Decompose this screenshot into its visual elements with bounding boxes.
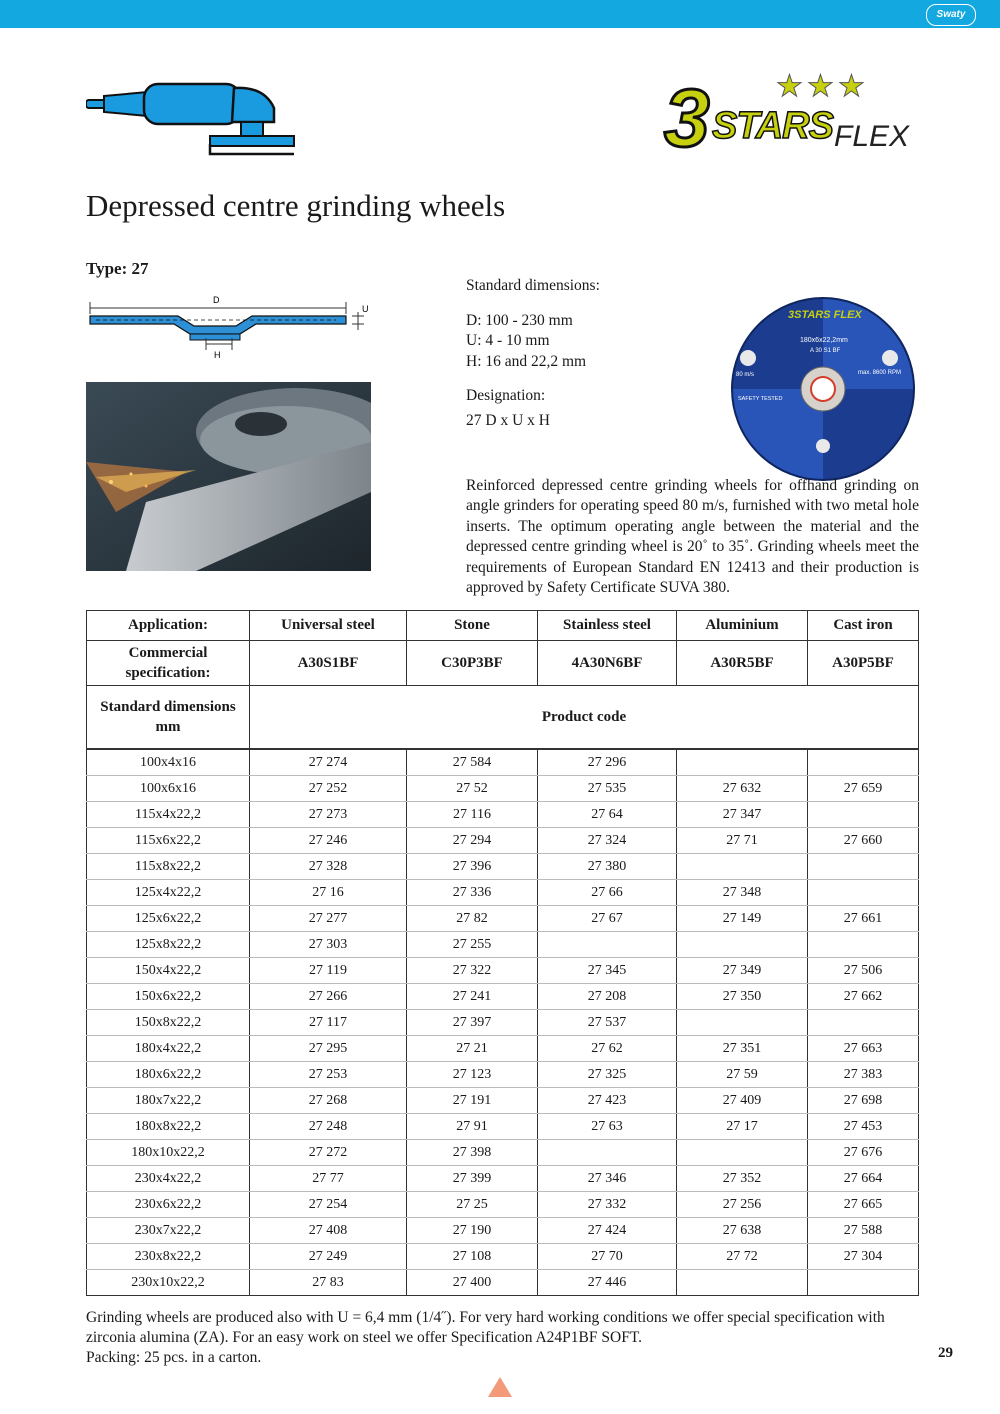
product-code-cell: 27 82 (407, 906, 538, 932)
footer-note-1: Grinding wheels are produced also with U = 6,4 mm (1/4˝). For very hard working conditions we offer special specification with zirconia alumina (ZA). For an easy work on steel we offer Specification A24P1BF SOFT. (86, 1309, 885, 1346)
product-code-cell: 27 59 (677, 1062, 808, 1088)
table-row (87, 1036, 919, 1062)
product-code-cell: 27 424 (538, 1218, 677, 1244)
page-title: Depressed centre grinding wheels (86, 188, 506, 223)
table-row (87, 1062, 919, 1088)
application-stone: Stone (407, 611, 538, 641)
dimension-cell: 180x6x22,2 (87, 1062, 250, 1088)
table-row (87, 854, 919, 880)
dimension-cell: 115x6x22,2 (87, 828, 250, 854)
dimension-cell: 125x8x22,2 (87, 932, 250, 958)
product-code-cell: 27 662 (808, 984, 919, 1010)
product-code-cell: 27 249 (250, 1244, 407, 1270)
product-code-cell: 27 664 (808, 1166, 919, 1192)
product-code-cell: 27 274 (250, 749, 407, 776)
dims-d: D: 100 - 230 mm (466, 311, 573, 329)
star-icon: ★ (838, 70, 865, 103)
spec-stone: C30P3BF (407, 641, 538, 686)
designation-heading: Designation: (466, 387, 546, 404)
product-code-cell: 27 304 (808, 1244, 919, 1270)
logo-flex: FLEX (834, 120, 910, 153)
dimension-cell: 150x8x22,2 (87, 1010, 250, 1036)
table-row (87, 1114, 919, 1140)
product-code-cell: 27 663 (808, 1036, 919, 1062)
product-code-cell: 27 397 (407, 1010, 538, 1036)
product-code-cell: 27 383 (808, 1062, 919, 1088)
product-code-cell (808, 880, 919, 906)
star-icon: ★ (807, 70, 834, 103)
product-code-cell (677, 1270, 808, 1296)
product-code-cell (677, 749, 808, 776)
product-code-cell (808, 932, 919, 958)
product-code-cell: 27 71 (677, 828, 808, 854)
spec-cast-iron: A30P5BF (808, 641, 919, 686)
product-code-cell: 27 348 (677, 880, 808, 906)
product-code-cell: 27 676 (808, 1140, 919, 1166)
spec-universal-steel: A30S1BF (250, 641, 407, 686)
product-code-cell: 27 328 (250, 854, 407, 880)
product-code-table (86, 610, 919, 1296)
product-code-cell: 27 295 (250, 1036, 407, 1062)
page-number: 29 (938, 1345, 953, 1361)
product-code-cell: 27 409 (677, 1088, 808, 1114)
product-code-cell: 27 91 (407, 1114, 538, 1140)
product-code-cell: 27 277 (250, 906, 407, 932)
disc-logo: 3STARS FLEX (788, 309, 862, 321)
table-row (87, 1270, 919, 1296)
product-code-cell: 27 67 (538, 906, 677, 932)
dimension-cell: 230x8x22,2 (87, 1244, 250, 1270)
dimension-cell: 230x4x22,2 (87, 1166, 250, 1192)
triangle-up-icon[interactable] (487, 1376, 513, 1398)
product-code-cell (808, 802, 919, 828)
type-label: Type: 27 (86, 259, 149, 278)
product-code-cell: 27 256 (677, 1192, 808, 1218)
product-code-cell: 27 324 (538, 828, 677, 854)
product-code-cell: 27 191 (407, 1088, 538, 1114)
table-row (87, 828, 919, 854)
table-row (87, 958, 919, 984)
product-code-cell: 27 119 (250, 958, 407, 984)
disc-size: 180x6x22,2mm (800, 337, 848, 344)
product-code-cell: 27 252 (250, 776, 407, 802)
product-code-cell: 27 588 (808, 1218, 919, 1244)
product-code-cell: 27 349 (677, 958, 808, 984)
product-code-cell: 27 83 (250, 1270, 407, 1296)
product-code-cell: 27 72 (677, 1244, 808, 1270)
product-code-cell: 27 70 (538, 1244, 677, 1270)
product-code-cell: 27 399 (407, 1166, 538, 1192)
product-code-cell: 27 396 (407, 854, 538, 880)
dimension-cell: 230x10x22,2 (87, 1270, 250, 1296)
product-code-cell (677, 1140, 808, 1166)
grinding-photo (86, 382, 371, 571)
product-code-cell: 27 294 (407, 828, 538, 854)
product-code-cell: 27 123 (407, 1062, 538, 1088)
dimension-cell: 115x4x22,2 (87, 802, 250, 828)
product-code-cell: 27 336 (407, 880, 538, 906)
dimension-cell: 180x8x22,2 (87, 1114, 250, 1140)
dimension-cell: 150x6x22,2 (87, 984, 250, 1010)
footer-note-2: Packing: 25 pcs. in a carton. (86, 1349, 262, 1366)
table-row (87, 776, 919, 802)
product-code-cell: 27 400 (407, 1270, 538, 1296)
brand-logo: Swaty (926, 4, 976, 26)
dims-header-row (87, 686, 919, 750)
product-code-cell: 27 272 (250, 1140, 407, 1166)
product-code-cell: 27 149 (677, 906, 808, 932)
disc-code: A 30 S1 BF (810, 348, 841, 354)
product-code-cell: 27 246 (250, 828, 407, 854)
product-code-cell: 27 322 (407, 958, 538, 984)
product-code-cell: 27 273 (250, 802, 407, 828)
product-code-cell: 27 351 (677, 1036, 808, 1062)
product-code-cell (677, 1010, 808, 1036)
product-code-cell: 27 665 (808, 1192, 919, 1218)
product-code-cell: 27 659 (808, 776, 919, 802)
table-row (87, 932, 919, 958)
product-code-cell (808, 1010, 919, 1036)
product-code-cell: 27 638 (677, 1218, 808, 1244)
product-code-cell: 27 352 (677, 1166, 808, 1192)
product-code-cell: 27 698 (808, 1088, 919, 1114)
product-code-cell: 27 661 (808, 906, 919, 932)
product-code-cell (538, 932, 677, 958)
spec-label: Commercial specification: (87, 641, 250, 686)
application-cast-iron: Cast iron (808, 611, 919, 641)
product-code-cell: 27 266 (250, 984, 407, 1010)
product-code-cell: 27 17 (677, 1114, 808, 1140)
application-row (87, 611, 919, 641)
spec-stainless-steel: 4A30N6BF (538, 641, 677, 686)
dimension-cell: 115x8x22,2 (87, 854, 250, 880)
dims-h: H: 16 and 22,2 mm (466, 352, 587, 370)
table-row (87, 1192, 919, 1218)
specification-row (87, 641, 919, 686)
dimension-cell: 230x7x22,2 (87, 1218, 250, 1244)
table-row (87, 906, 919, 932)
disc-safety: SAFETY TESTED (738, 396, 783, 402)
logo-stars-word: STARS (712, 105, 833, 147)
product-code-cell: 27 241 (407, 984, 538, 1010)
top-bar (0, 0, 1000, 28)
angle-grinder-icon (86, 78, 301, 158)
application-universal-steel: Universal steel (250, 611, 407, 641)
logo-three: 3 (664, 73, 710, 164)
product-code-cell: 27 446 (538, 1270, 677, 1296)
product-code-cell: 27 398 (407, 1140, 538, 1166)
product-code-cell: 27 584 (407, 749, 538, 776)
product-code-cell: 27 325 (538, 1062, 677, 1088)
product-code-cell: 27 347 (677, 802, 808, 828)
product-code-cell: 27 453 (808, 1114, 919, 1140)
profile-label-h: H (214, 350, 221, 360)
product-code-cell: 27 255 (407, 932, 538, 958)
product-code-cell: 27 632 (677, 776, 808, 802)
product-description: Reinforced depressed centre grinding wheels for offhand grinding on angle grinders for operating speed 80 m/s, furnished with two metal hole inserts. The optimum operating angle between the material and the depressed centre grinding wheel is 20˚ to 35˚. Grinding wheels meet the requirements of European Standard EN 12413 and their production is approved by Safety Certificate SUVA 380. (466, 477, 919, 597)
wheel-profile-diagram (86, 292, 376, 364)
table-row (87, 749, 919, 776)
product-code-cell: 27 660 (808, 828, 919, 854)
product-code-cell: 27 408 (250, 1218, 407, 1244)
product-code-cell: 27 380 (538, 854, 677, 880)
product-code-cell (538, 1140, 677, 1166)
dimension-cell: 100x6x16 (87, 776, 250, 802)
table-row (87, 1010, 919, 1036)
profile-label-d: D (213, 295, 220, 305)
product-code-cell: 27 63 (538, 1114, 677, 1140)
product-code-cell: 27 62 (538, 1036, 677, 1062)
dims-label: Standard dimensions mm (87, 686, 250, 750)
table-row (87, 1166, 919, 1192)
dimension-cell: 100x4x16 (87, 749, 250, 776)
dims-u: U: 4 - 10 mm (466, 332, 550, 349)
product-code-cell (808, 1270, 919, 1296)
standard-dimensions (466, 276, 600, 431)
product-code-cell: 27 248 (250, 1114, 407, 1140)
dimension-cell: 180x10x22,2 (87, 1140, 250, 1166)
table-row (87, 1140, 919, 1166)
product-code-cell: 27 537 (538, 1010, 677, 1036)
product-code-cell: 27 21 (407, 1036, 538, 1062)
product-code-cell: 27 66 (538, 880, 677, 906)
dimension-cell: 180x7x22,2 (87, 1088, 250, 1114)
dimension-cell: 230x6x22,2 (87, 1192, 250, 1218)
product-code-cell: 27 332 (538, 1192, 677, 1218)
dims-heading: Standard dimensions: (466, 277, 600, 294)
product-code-cell: 27 345 (538, 958, 677, 984)
product-code-cell: 27 296 (538, 749, 677, 776)
disc-rpm: max. 8600 RPM (858, 370, 902, 376)
product-code-cell: 27 208 (538, 984, 677, 1010)
table-row (87, 984, 919, 1010)
product-code-cell: 27 52 (407, 776, 538, 802)
table-row (87, 1088, 919, 1114)
grinding-disc-image (730, 296, 916, 482)
product-code-cell: 27 108 (407, 1244, 538, 1270)
dimension-cell: 125x4x22,2 (87, 880, 250, 906)
disc-speed: 80 m/s (736, 372, 755, 378)
product-code-cell: 27 268 (250, 1088, 407, 1114)
product-code-cell (677, 932, 808, 958)
table-row (87, 1218, 919, 1244)
application-stainless-steel: Stainless steel (538, 611, 677, 641)
product-code-cell: 27 346 (538, 1166, 677, 1192)
star-icon: ★ (776, 70, 803, 103)
designation-value: 27 D x U x H (466, 411, 550, 429)
dimension-cell: 150x4x22,2 (87, 958, 250, 984)
product-code-cell: 27 25 (407, 1192, 538, 1218)
product-code-cell: 27 190 (407, 1218, 538, 1244)
table-row (87, 880, 919, 906)
product-code-cell: 27 535 (538, 776, 677, 802)
product-code-cell (808, 854, 919, 880)
application-label: Application: (87, 611, 250, 641)
product-code-cell: 27 16 (250, 880, 407, 906)
spec-aluminium: A30R5BF (677, 641, 808, 686)
product-code-cell: 27 116 (407, 802, 538, 828)
table-row (87, 1244, 919, 1270)
dimension-cell: 180x4x22,2 (87, 1036, 250, 1062)
table-row (87, 802, 919, 828)
footer-notes (86, 1308, 926, 1368)
product-code-cell: 27 423 (538, 1088, 677, 1114)
product-code-cell: 27 303 (250, 932, 407, 958)
product-code-cell (677, 854, 808, 880)
product-code-cell: 27 64 (538, 802, 677, 828)
product-code-label: Product code (250, 686, 919, 750)
application-aluminium: Aluminium (677, 611, 808, 641)
product-code-cell: 27 506 (808, 958, 919, 984)
dimension-cell: 125x6x22,2 (87, 906, 250, 932)
product-code-cell: 27 254 (250, 1192, 407, 1218)
product-code-cell (808, 749, 919, 776)
product-code-cell: 27 253 (250, 1062, 407, 1088)
profile-label-u: U (362, 304, 369, 314)
product-code-cell: 27 117 (250, 1010, 407, 1036)
product-code-cell: 27 350 (677, 984, 808, 1010)
product-code-cell: 27 77 (250, 1166, 407, 1192)
